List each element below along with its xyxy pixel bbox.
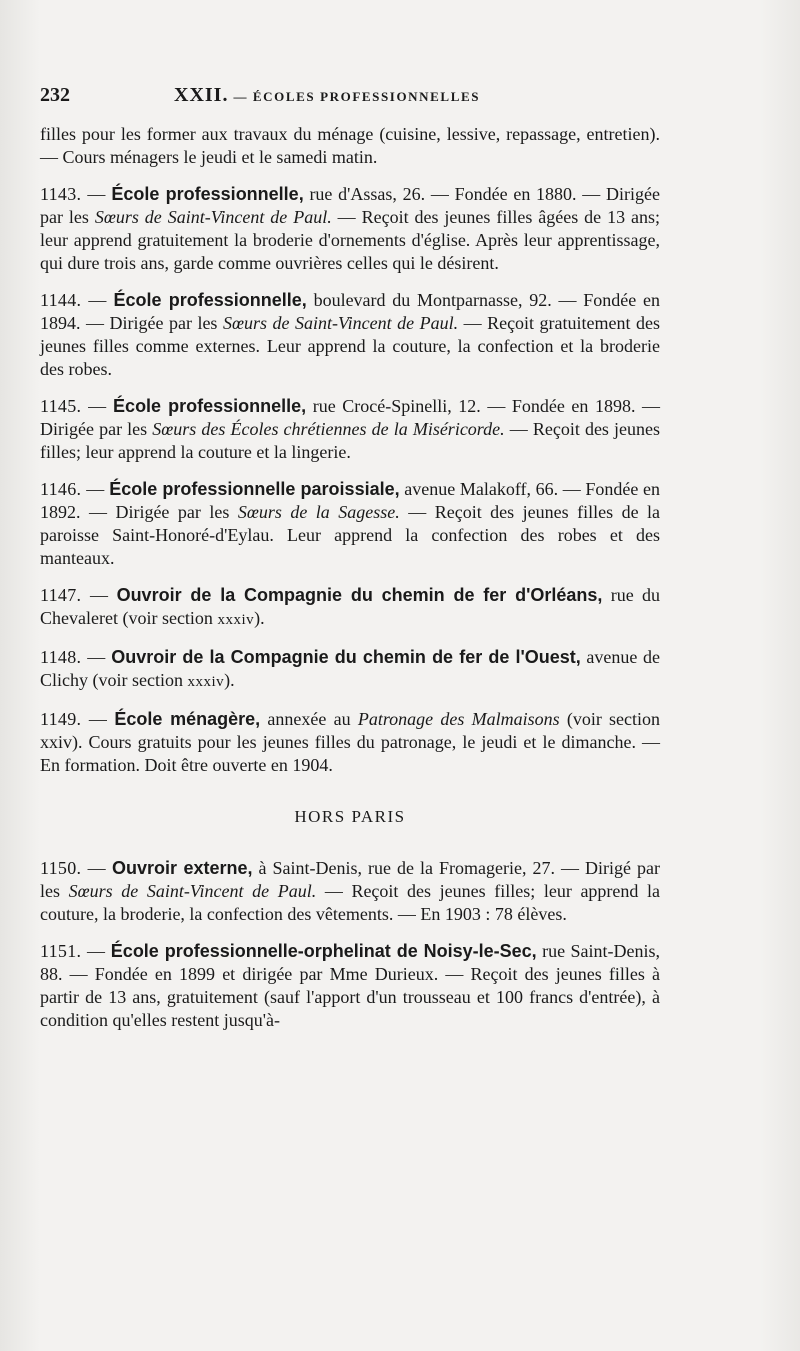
entry-title: École ménagère, <box>114 709 261 729</box>
entry-italic: Patronage des Malmaisons <box>357 709 560 729</box>
entry-text <box>40 646 660 694</box>
entry-1148 <box>40 646 660 694</box>
chapter-name: — ÉCOLES PROFESSIONNELLES <box>233 89 481 104</box>
entry-1143 <box>40 183 660 275</box>
entry-italic: Sœurs de Saint-Vincent de Paul. <box>68 881 317 901</box>
entry-text <box>40 289 660 381</box>
entry-post: ). <box>254 608 265 628</box>
page-number: 232 <box>40 84 70 106</box>
entry-text: filles pour les former aux travaux du ménage (cuisine, lessive, repassage, entretien). — Cours ménagers le jeudi et le samedi matin. <box>40 124 660 167</box>
entry-number: 1149. — <box>40 709 108 729</box>
entry-title: Ouvroir externe, <box>111 858 253 878</box>
entry-1151 <box>40 940 660 1032</box>
page-body <box>40 123 660 1032</box>
entry-number: 1150. — <box>40 858 106 878</box>
entry-italic: Sœurs des Écoles chrétiennes de la Miséricorde. <box>152 419 505 439</box>
entry-continuation <box>40 123 660 169</box>
entry-1146 <box>40 478 660 570</box>
entry-text <box>40 857 660 926</box>
entry-number: 1144. — <box>40 290 107 310</box>
entry-pre: avenue de Clichy (voir section <box>40 647 661 690</box>
entry-1147 <box>40 584 660 632</box>
entry-pre: boulevard du Montparnasse, 92. — Fondée en 1894. — Dirigée par les <box>40 290 661 333</box>
entry-text <box>40 478 660 570</box>
chapter-roman: XXII. <box>174 84 229 106</box>
entry-pre: rue du Chevaleret (voir section <box>40 585 661 628</box>
entry-text <box>40 395 660 464</box>
entry-1144 <box>40 289 660 381</box>
entry-post: — Reçoit des jeunes filles de la paroisse Saint-Honoré-d'Eylau. Leur apprend la confection des robes et des manteaux. <box>40 502 661 568</box>
entry-number: 1145. — <box>40 396 107 416</box>
entry-number: 1148. — <box>40 647 106 667</box>
entry-post: (voir section xxiv). Cours gratuits pour les jeunes filles du patronage, le jeudi et le dimanche. — En formation. Doit être ouverte en 1904. <box>40 709 661 775</box>
entry-title: École professionnelle, <box>111 184 304 204</box>
entry-post: — Reçoit gratuitement des jeunes filles comme externes. Leur apprend la couture, la confection et la broderie des robes. <box>40 313 661 379</box>
entry-section-ref: xxxiv <box>187 674 225 690</box>
entry-pre: avenue Malakoff, 66. — Fondée en 1892. — Dirigée par les <box>40 479 661 522</box>
entry-italic: Sœurs de Saint-Vincent de Paul. <box>94 207 332 227</box>
entry-post: — Reçoit des jeunes filles; leur apprend la couture, la broderie, la confection des vêtements. — En 1903 : 78 élèves. <box>40 881 661 924</box>
running-header <box>40 84 720 112</box>
entry-number: 1151. — <box>40 941 106 961</box>
entry-number: 1146. — <box>40 479 105 499</box>
section-heading: HORS PARIS <box>294 807 406 826</box>
entry-pre: rue Saint-Denis, 88. — Fondée en 1899 et dirigée par Mme Durieux. — Reçoit des jeunes filles à partir de 13 ans, gratuitement (sauf l'apport d'un trousseau et 100 francs d'entrée), à condition qu'elles restent jusqu'à- <box>40 941 661 1030</box>
entry-pre: rue d'Assas, 26. — Fondée en 1880. — Dirigée par les <box>40 184 660 227</box>
entry-pre: rue Crocé-Spinelli, 12. — Fondée en 1898. — Dirigée par les <box>40 396 661 439</box>
entry-post: ). <box>224 670 235 690</box>
entry-text <box>40 940 660 1032</box>
entry-title: École professionnelle, <box>113 396 307 416</box>
entry-title: École professionnelle paroissiale, <box>109 479 400 499</box>
entry-italic: Sœurs de Saint-Vincent de Paul. <box>222 313 459 333</box>
entry-title: Ouvroir de la Compagnie du chemin de fer de l'Ouest, <box>111 647 581 667</box>
entry-text <box>40 183 660 275</box>
entry-post: — Reçoit des jeunes filles âgées de 13 ans; leur apprend gratuitement la broderie d'ornements d'église. Après leur apprentissage, qui dure trois ans, garde comme ouvrières celles qui le désirent. <box>40 207 661 273</box>
entry-pre: à Saint-Denis, rue de la Fromagerie, 27. — Dirigé par les <box>40 858 661 901</box>
entry-title: École professionnelle-orphelinat de Noisy-le-Sec, <box>110 941 537 961</box>
entry-title: École professionnelle, <box>113 290 307 310</box>
entry-title: Ouvroir de la Compagnie du chemin de fer d'Orléans, <box>116 585 603 605</box>
entry-number: 1147. — <box>40 585 109 605</box>
entry-post: — Reçoit des jeunes filles; leur apprend la couture et la lingerie. <box>40 419 661 462</box>
entry-section-ref: xxxiv <box>217 612 255 628</box>
entry-1145 <box>40 395 660 464</box>
entry-number: 1143. — <box>40 184 106 204</box>
entry-pre: annexée au <box>267 709 351 729</box>
entry-text <box>40 584 660 632</box>
entry-italic: Sœurs de la Sagesse. <box>237 502 400 522</box>
entry-1150 <box>40 857 660 926</box>
entry-1149 <box>40 708 660 777</box>
chapter-title <box>174 84 480 107</box>
entry-text <box>40 708 660 777</box>
